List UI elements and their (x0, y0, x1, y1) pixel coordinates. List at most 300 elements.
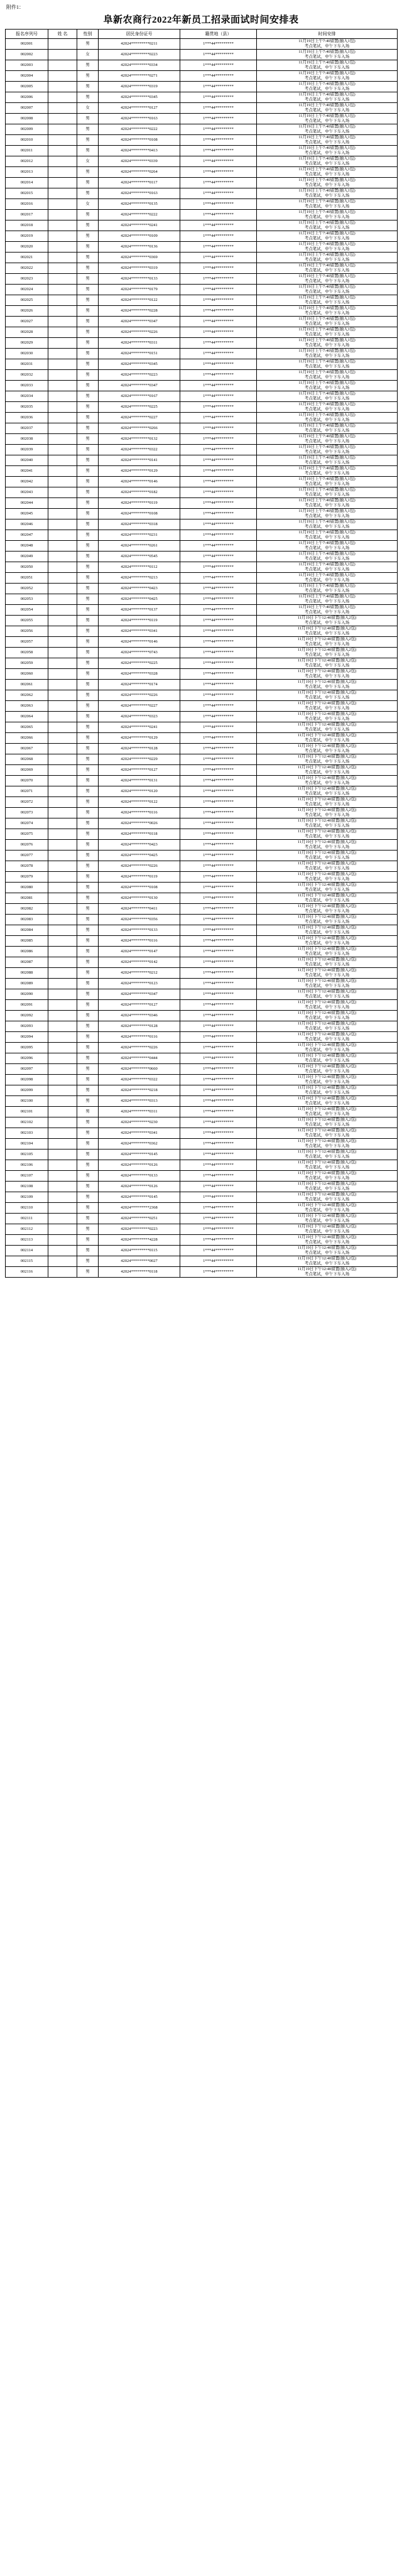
time-line-1: 11月19日上午7:40留置(抽入1包) (298, 391, 356, 396)
cell-id: 42024*********0318 (99, 519, 180, 530)
cell-sex: 男 (77, 477, 99, 487)
time-line-2: 考点笔试，中午下车入场 (304, 973, 350, 977)
time-line-2: 考点笔试，中午下车入场 (304, 952, 350, 956)
cell-sex: 男 (77, 1149, 99, 1160)
cell-name (48, 712, 77, 722)
table-row (6, 733, 398, 744)
time-line-2: 考点笔试，中午下车入场 (304, 290, 350, 294)
cell-id: 42024*********0347 (99, 317, 180, 327)
cell-name (48, 605, 77, 616)
time-line-1: 11月19日上午7:40留置(抽入1包) (298, 306, 356, 310)
cell-id: 42024*********0136 (99, 242, 180, 253)
cell-name (48, 1235, 77, 1246)
cell-name (48, 1032, 77, 1043)
cell-name (48, 957, 77, 968)
cell-time (257, 669, 398, 680)
cell-sex: 男 (77, 808, 99, 818)
cell-time (257, 519, 398, 530)
cell-sex: 男 (77, 423, 99, 434)
cell-address: 1***44********* (180, 498, 257, 509)
cell-sex: 男 (77, 626, 99, 637)
cell-id: 42024*********0151 (99, 349, 180, 359)
table-row (6, 840, 398, 851)
time-line-2: 考点笔试，中午下车入场 (304, 364, 350, 369)
cell-address: 1***44********* (180, 1128, 257, 1139)
cell-name (48, 637, 77, 648)
cell-time (257, 701, 398, 712)
time-line-2: 考点笔试，中午下车入场 (304, 535, 350, 540)
cell-sex: 男 (77, 1246, 99, 1256)
time-line-2: 考点笔试，中午下车入场 (304, 97, 350, 102)
cell-name (48, 434, 77, 445)
time-line-2: 考点笔试，中午下车入场 (304, 845, 350, 849)
cell-seq: 002016 (6, 199, 48, 210)
cell-id: 42024*********0179 (99, 285, 180, 295)
cell-seq: 002108 (6, 1182, 48, 1192)
cell-sex: 男 (77, 915, 99, 925)
time-line-2: 考点笔试，中午下车入场 (304, 1037, 350, 1041)
cell-time (257, 327, 398, 338)
cell-seq: 002029 (6, 338, 48, 349)
cell-name (48, 1096, 77, 1107)
cell-sex: 男 (77, 573, 99, 584)
cell-sex: 男 (77, 594, 99, 605)
table-row (6, 167, 398, 178)
cell-seq: 002096 (6, 1053, 48, 1064)
cell-seq: 002047 (6, 530, 48, 541)
cell-sex: 男 (77, 552, 99, 562)
cell-seq: 002027 (6, 317, 48, 327)
cell-seq: 002053 (6, 594, 48, 605)
cell-seq: 002039 (6, 445, 48, 455)
cell-name (48, 231, 77, 242)
cell-name (48, 263, 77, 274)
cell-sex: 男 (77, 1011, 99, 1021)
cell-sex: 男 (77, 1043, 99, 1053)
cell-id: 42024*********0227 (99, 701, 180, 712)
cell-seq: 002098 (6, 1075, 48, 1085)
time-line-1: 11月19日上午7:40留置(抽入1包) (298, 498, 356, 503)
cell-address: 1***44********* (180, 1267, 257, 1278)
cell-seq: 002015 (6, 188, 48, 199)
cell-sex: 男 (77, 744, 99, 754)
cell-address: 1***44********* (180, 274, 257, 285)
cell-seq: 002088 (6, 968, 48, 979)
cell-seq: 002010 (6, 135, 48, 146)
cell-time (257, 979, 398, 989)
cell-seq: 002068 (6, 754, 48, 765)
cell-seq: 002009 (6, 124, 48, 135)
cell-address: 1***44********* (180, 925, 257, 936)
cell-name (48, 530, 77, 541)
time-line-2: 考点笔试，中午下车入场 (304, 962, 350, 967)
cell-seq: 002043 (6, 487, 48, 498)
time-line-1: 11月19日上午7:40留置(抽入1包) (298, 552, 356, 556)
cell-name (48, 1149, 77, 1160)
time-line-1: 11月19日上午7:40留置(抽入1包) (298, 413, 356, 417)
cell-time (257, 487, 398, 498)
cell-address: 1***44********* (180, 701, 257, 712)
time-line-2: 考点笔试，中午下车入场 (304, 354, 350, 358)
cell-sex: 男 (77, 370, 99, 381)
cell-id: 42024*********0231 (99, 530, 180, 541)
cell-time (257, 370, 398, 381)
table-row (6, 71, 398, 82)
time-line-2: 考点笔试，中午下车入场 (304, 866, 350, 871)
time-line-1: 11月19日下午12:40留置(抽入2包) (297, 744, 357, 748)
time-line-1: 11月19日上午7:40留置(抽入1包) (298, 39, 356, 43)
cell-id: 42024*********0119 (99, 498, 180, 509)
cell-seq: 002001 (6, 39, 48, 50)
cell-name (48, 883, 77, 893)
time-line-2: 考点笔试，中午下车入场 (304, 76, 350, 80)
time-line-2: 考点笔试，中午下车入场 (304, 1048, 350, 1052)
cell-name (48, 295, 77, 306)
column-header-seq: 报名序列号 (6, 30, 48, 39)
cell-seq: 002064 (6, 712, 48, 722)
time-line-1: 11月19日下午12:40留置(抽入2包) (297, 893, 357, 898)
table-row (6, 776, 398, 786)
time-line-2: 考点笔试，中午下车入场 (304, 909, 350, 913)
table-row (6, 754, 398, 765)
cell-seq: 002041 (6, 466, 48, 477)
cell-address: 1***44********* (180, 124, 257, 135)
cell-seq: 002101 (6, 1107, 48, 1117)
cell-sex: 男 (77, 1235, 99, 1246)
cell-seq: 002022 (6, 263, 48, 274)
cell-address: 1***44********* (180, 1043, 257, 1053)
table-row (6, 1096, 398, 1107)
cell-seq: 002026 (6, 306, 48, 317)
cell-name (48, 242, 77, 253)
cell-name (48, 285, 77, 295)
cell-sex: 男 (77, 968, 99, 979)
cell-address: 1***44********* (180, 1011, 257, 1021)
cell-id: 42024*********0227 (99, 413, 180, 423)
cell-id: 42024*********0146 (99, 477, 180, 487)
cell-sex: 男 (77, 124, 99, 135)
cell-id: 42024*********0212 (99, 968, 180, 979)
cell-name (48, 861, 77, 872)
cell-sex: 男 (77, 872, 99, 883)
cell-name (48, 1171, 77, 1182)
cell-seq: 002062 (6, 690, 48, 701)
cell-address: 1***44********* (180, 1182, 257, 1192)
cell-address: 1***44********* (180, 487, 257, 498)
cell-name (48, 50, 77, 60)
time-line-1: 11月19日下午12:40留置(抽入2包) (297, 904, 357, 908)
cell-id: 42024*********0141 (99, 455, 180, 466)
cell-address: 1***44********* (180, 306, 257, 317)
table-row (6, 487, 398, 498)
time-line-2: 考点笔试，中午下车入场 (304, 279, 350, 283)
cell-time (257, 1246, 398, 1256)
time-line-2: 考点笔试，中午下车入场 (304, 941, 350, 945)
cell-address: 1***44********* (180, 92, 257, 103)
time-line-2: 考点笔试，中午下车入场 (304, 108, 350, 112)
cell-name (48, 840, 77, 851)
time-line-1: 11月19日上午7:40留置(抽入1包) (298, 541, 356, 545)
cell-address: 1***44********* (180, 210, 257, 220)
cell-seq: 002090 (6, 989, 48, 1000)
time-line-2: 考点笔试，中午下车入场 (304, 428, 350, 433)
cell-address: 1***44********* (180, 1246, 257, 1256)
cell-name (48, 455, 77, 466)
cell-time (257, 1171, 398, 1182)
cell-seq: 002024 (6, 285, 48, 295)
cell-time (257, 1192, 398, 1203)
time-line-1: 11月19日上午7:40留置(抽入1包) (298, 135, 356, 139)
cell-address: 1***44********* (180, 584, 257, 594)
cell-name (48, 1182, 77, 1192)
table-row (6, 519, 398, 530)
cell-seq: 002052 (6, 584, 48, 594)
cell-name (48, 744, 77, 754)
cell-time (257, 530, 398, 541)
cell-name (48, 466, 77, 477)
time-line-2: 考点笔试，中午下车入场 (304, 920, 350, 924)
cell-time (257, 295, 398, 306)
time-line-1: 11月19日上午7:40留置(抽入1包) (298, 124, 356, 129)
cell-address: 1***44********* (180, 1096, 257, 1107)
time-line-2: 考点笔试，中午下车入场 (304, 685, 350, 689)
cell-sex: 男 (77, 776, 99, 786)
time-line-2: 考点笔试，中午下车入场 (304, 802, 350, 807)
cell-sex: 男 (77, 114, 99, 124)
cell-id: 42024*********0223 (99, 50, 180, 60)
cell-seq: 002014 (6, 178, 48, 188)
cell-name (48, 114, 77, 124)
cell-time (257, 242, 398, 253)
cell-time (257, 915, 398, 925)
cell-id: 42024*********0345 (99, 359, 180, 370)
cell-id: 42024*********0334 (99, 60, 180, 71)
cell-id: 42024*********0356 (99, 915, 180, 925)
cell-name (48, 733, 77, 744)
cell-time (257, 210, 398, 220)
cell-time (257, 306, 398, 317)
cell-seq: 002097 (6, 1064, 48, 1075)
cell-id: 42024*********0226 (99, 690, 180, 701)
cell-seq: 002089 (6, 979, 48, 989)
cell-time (257, 413, 398, 423)
cell-name (48, 1053, 77, 1064)
cell-name (48, 156, 77, 167)
time-line-2: 考点笔试，中午下车入场 (304, 930, 350, 935)
time-line-1: 11月19日下午12:40留置(抽入2包) (297, 648, 357, 652)
cell-id: 42024*********0137 (99, 605, 180, 616)
cell-address: 1***44********* (180, 1000, 257, 1011)
time-line-2: 考点笔试，中午下车入场 (304, 610, 350, 614)
cell-name (48, 487, 77, 498)
table-row (6, 1267, 398, 1278)
cell-sex: 男 (77, 1075, 99, 1085)
cell-name (48, 648, 77, 658)
cell-seq: 002060 (6, 669, 48, 680)
table-row (6, 498, 398, 509)
time-line-1: 11月19日上午7:40留置(抽入1包) (298, 253, 356, 257)
table-row (6, 851, 398, 861)
cell-id: 42024*********0112 (99, 562, 180, 573)
time-line-1: 11月19日上午7:40留置(抽入1包) (298, 60, 356, 65)
cell-name (48, 968, 77, 979)
cell-address: 1***44********* (180, 552, 257, 562)
cell-seq: 002065 (6, 722, 48, 733)
time-line-2: 考点笔试，中午下车入场 (304, 1155, 350, 1159)
cell-id: 42024*********0182 (99, 487, 180, 498)
time-line-2: 考点笔试，中午下车入场 (304, 268, 350, 273)
cell-id: 42024*********0145 (99, 1149, 180, 1160)
cell-sex: 男 (77, 487, 99, 498)
time-line-2: 考点笔试，中午下车入场 (304, 770, 350, 774)
cell-seq: 002002 (6, 50, 48, 60)
cell-id: 42024*********0167 (99, 391, 180, 402)
cell-sex: 男 (77, 883, 99, 893)
time-line-1: 11月19日下午12:40留置(抽入2包) (297, 776, 357, 780)
time-line-1: 11月19日下午12:40留置(抽入2包) (297, 690, 357, 695)
time-line-2: 考点笔试，中午下车入场 (304, 460, 350, 465)
cell-sex: 男 (77, 680, 99, 690)
cell-id: 42024*********0323 (99, 712, 180, 722)
time-line-2: 考点笔试，中午下车入场 (304, 717, 350, 721)
cell-sex: 男 (77, 1021, 99, 1032)
cell-time (257, 381, 398, 391)
cell-address: 1***44********* (180, 1064, 257, 1075)
cell-name (48, 1043, 77, 1053)
cell-address: 1***44********* (180, 648, 257, 658)
cell-sex: 男 (77, 359, 99, 370)
cell-sex: 男 (77, 188, 99, 199)
time-line-1: 11月19日下午12:40留置(抽入2包) (297, 701, 357, 705)
cell-seq: 002107 (6, 1171, 48, 1182)
table-row (6, 786, 398, 797)
cell-address: 1***44********* (180, 573, 257, 584)
cell-address: 1***44********* (180, 1085, 257, 1096)
cell-name (48, 445, 77, 455)
cell-seq: 002008 (6, 114, 48, 124)
cell-name (48, 188, 77, 199)
time-line-1: 11月19日下午12:40留置(抽入2包) (297, 1085, 357, 1090)
cell-address: 1***44********* (180, 156, 257, 167)
cell-address: 1***44********* (180, 455, 257, 466)
cell-id: 42024*********0108 (99, 135, 180, 146)
cell-seq: 002050 (6, 562, 48, 573)
cell-time (257, 541, 398, 552)
cell-sex: 男 (77, 242, 99, 253)
cell-seq: 002023 (6, 274, 48, 285)
cell-sex: 男 (77, 509, 99, 519)
cell-address: 1***44********* (180, 242, 257, 253)
cell-seq: 002033 (6, 381, 48, 391)
cell-seq: 002115 (6, 1256, 48, 1267)
time-line-1: 11月19日上午7:40留置(抽入1包) (298, 114, 356, 118)
cell-address: 1***44********* (180, 616, 257, 626)
cell-id: 42024*********0130 (99, 893, 180, 904)
cell-address: 1***44********* (180, 167, 257, 178)
cell-address: 1***44********* (180, 263, 257, 274)
cell-address: 1***44********* (180, 1192, 257, 1203)
cell-address: 1***44********* (180, 1214, 257, 1224)
time-line-2: 考点笔试，中午下车入场 (304, 193, 350, 198)
cell-name (48, 669, 77, 680)
table-row (6, 263, 398, 274)
cell-id: 42024*********0322 (99, 445, 180, 455)
cell-address: 1***44********* (180, 82, 257, 92)
time-line-2: 考点笔试，中午下车入场 (304, 1272, 350, 1276)
cell-id: 42024*********0743 (99, 648, 180, 658)
cell-seq: 002074 (6, 818, 48, 829)
table-row (6, 1171, 398, 1182)
table-row (6, 1203, 398, 1214)
time-line-1: 11月19日上午7:40留置(抽入1包) (298, 210, 356, 214)
table-row (6, 210, 398, 220)
cell-name (48, 1075, 77, 1085)
cell-id: 42024*********0311 (99, 338, 180, 349)
cell-name (48, 722, 77, 733)
time-line-2: 考点笔试，中午下车入场 (304, 183, 350, 187)
cell-name (48, 317, 77, 327)
cell-id: 42024*********0225 (99, 658, 180, 669)
time-line-1: 11月19日上午7:40留置(抽入1包) (298, 584, 356, 588)
cell-seq: 002032 (6, 370, 48, 381)
cell-seq: 002103 (6, 1128, 48, 1139)
cell-sex: 男 (77, 1171, 99, 1182)
cell-time (257, 103, 398, 114)
cell-id: 42024*********0347 (99, 989, 180, 1000)
cell-name (48, 178, 77, 188)
cell-sex: 男 (77, 167, 99, 178)
time-line-1: 11月19日下午12:40留置(抽入2包) (297, 936, 357, 940)
cell-sex: 男 (77, 466, 99, 477)
table-row (6, 423, 398, 434)
cell-id: 42024*********0109 (99, 231, 180, 242)
table-row (6, 669, 398, 680)
cell-address: 1***44********* (180, 402, 257, 413)
cell-seq: 002007 (6, 103, 48, 114)
cell-id: 42024*********0341 (99, 626, 180, 637)
cell-seq: 002040 (6, 455, 48, 466)
time-line-2: 考点笔试，中午下车入场 (304, 578, 350, 582)
table-row (6, 925, 398, 936)
cell-seq: 002102 (6, 1117, 48, 1128)
table-row (6, 722, 398, 733)
cell-address: 1***44********* (180, 733, 257, 744)
cell-address: 1***44********* (180, 797, 257, 808)
time-line-1: 11月19日上午7:40留置(抽入1包) (298, 242, 356, 246)
time-line-2: 考点笔试，中午下车入场 (304, 1026, 350, 1031)
cell-time (257, 1149, 398, 1160)
cell-address: 1***44********* (180, 285, 257, 295)
cell-sex: 男 (77, 701, 99, 712)
cell-id: 42024*********0545 (99, 552, 180, 562)
table-row (6, 50, 398, 60)
cell-name (48, 498, 77, 509)
table-row (6, 947, 398, 957)
cell-id: 42024*********0328 (99, 669, 180, 680)
cell-sex: 男 (77, 1064, 99, 1075)
cell-seq: 002078 (6, 861, 48, 872)
time-line-2: 考点笔试，中午下车入场 (304, 1101, 350, 1106)
time-line-1: 11月19日上午7:40留置(抽入1包) (298, 71, 356, 75)
time-line-1: 11月19日下午12:40留置(抽入2包) (297, 1267, 357, 1271)
cell-address: 1***44********* (180, 114, 257, 124)
cell-time (257, 402, 398, 413)
cell-address: 1***44********* (180, 957, 257, 968)
time-line-1: 11月19日下午12:40留置(抽入2包) (297, 1128, 357, 1133)
time-line-1: 11月19日上午7:40留置(抽入1包) (298, 285, 356, 289)
cell-address: 1***44********* (180, 146, 257, 156)
cell-time (257, 338, 398, 349)
